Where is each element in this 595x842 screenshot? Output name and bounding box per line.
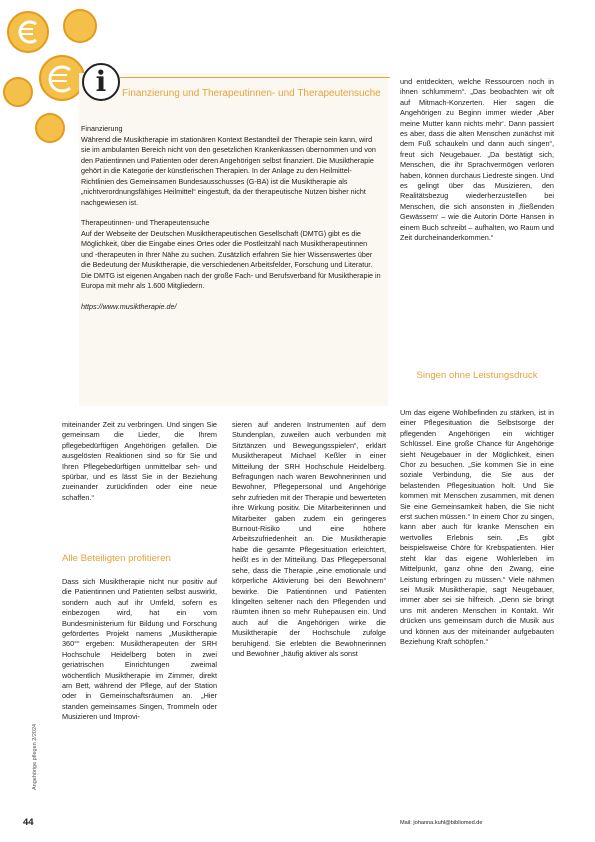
info-title: Finanzierung und Therapeutinnen- und Therapeutensuche	[122, 88, 381, 99]
magazine-side-label: Angehörige pflegen 2/2024	[32, 723, 38, 790]
col3-paragraph-1: und entdeckten, welche Ressourcen noch in ihnen schlummern“. „Das beobachten wir oft auf Mitmach-Konzerten. Hier sagen die Angehörigen zu Beginn immer wieder ‚Aber meine Mutter kann nichts mehr‘. Dann passiert es aber, dass die alten Menschen zunächst mit dem Fuß schaukeln und dann auch singen“, freut sich Neugebauer. „Da bestätigt sich, Menschen, die ihr Sprachvermögen verloren haben, können durchaus Liedreste singen. Und es gelingt über das Musizieren, den Realitätsbezug wiederherzustellen bei Menschen, die sich ansonsten in ‚fließenden Gewässern‘ – wie die Autorin Dörte Hansen in einem Buch schreibt – aufhalten, wo Raum und Zeit durcheinanderkommen.“	[400, 77, 554, 243]
col1-paragraph-2: Dass sich Musiktherapie nicht nur positiv auf die Patientinnen und Patienten selbst auswirkt, sondern auch auf ihr Umfeld, sofern es einbezogen wird, hat ein vom Bundesministerium für Bildung und Forschung gefördertes Projekt namens „Musiktherapie 360°“ ergeben: Musiktherapeuten der SRH Hochschule Heidelberg boten in zwei geriatrischen Einrichtungen zweimal wöchentlich Musiktherapie im Zimmer, direkt am Bett, während der Pflege, auf der Station oder in Gemeinschaftsräumen an. „Hier standen gemeinsames Singen, Trommeln oder Musizieren und Improvi-	[62, 577, 217, 722]
author-mail: Mail: johanna.kuhl@bibliomed.de	[400, 820, 483, 826]
col2-paragraph-1: sieren auf anderen Instrumenten auf dem Stundenplan, zuweilen auch verbunden mit Sitztänzen und Bewegungsspielen“, erklärt Musiktherapeut Michael Keßler in einer Mitteilung der SRH Hochschule Heidelberg. Befragungen nach waren Bewohnerinnen und Bewohner, Pflegepersonal und Angehörige sehr zufrieden mit der Therapie und bewerteten ihre Wirkung positiv. Die Mitarbeiterinnen und Mitarbeiter gaben zudem ein geringeres Burnout-Risiko und eine höhere Arbeitszufriedenheit an. Die Musiktherapie habe die gesamte Pflegesituation erleichtert, heißt es in der Mitteilung. Das Pflegepersonal sehe, dass die Therapie „eine emotionale und körperliche Aktivierung bei den Bewohnern“ bewirke. Die Patientinnen und Patienten klingelten seltener nach den Pflegenden und räumten ihnen so mehr Ruhepausen ein. Und auch auf die Angehörigen wirke die Musiktherapie der Hochschule zufolge beruhigend. Sie erlebten die Bewohnerinnen und Bewohner „häufig aktiver als sonst	[232, 420, 386, 658]
column-1	[62, 420, 217, 503]
subhead-all-benefit: Alle Beteiligten profitieren	[62, 553, 171, 564]
info-icon: i	[82, 63, 120, 101]
subhead-singing	[400, 370, 554, 381]
financing-heading: Finanzierung	[81, 124, 123, 133]
subhead-singing-text: Singen ohne Leistungsdruck	[416, 370, 538, 381]
page-number: 44	[23, 817, 34, 828]
financing-text: Während die Musiktherapie im stationären Kontext Bestandteil der Therapie sein kann, wird sie im ambulanten Bereich nicht von den gesetzlichen Krankenkassen übernommen und von den Patientinnen und Patienten oder deren Angehörigen selbst finanziert. Die Musiktherapie gehört in die Kategorie der künstlerischen Therapien. In der Anlage zu den Heilmittel-Richtlinien des Gemeinsamen Bundesausschusses (G-BA) ist die Musiktherapie als „nichtverordnungsfähiges Heilmittel“ eingestuft, da der therapeutische Nutzen bisher nicht nachgewiesen ist.	[81, 134, 376, 207]
info-divider	[112, 77, 390, 78]
col1-paragraph-1: miteinander Zeit zu verbringen. Und singen Sie gemeinsam die Lieder, die Ihrem pflegebedürftigen Angehörigen gefallen. Die ausgelösten Reaktionen sind so für Sie und Ihren Pflegebedürftigen unmittelbar seh- und spürbar, und es lässt Sie in der Beziehung zueinander zurückfinden oder eine neue schaffen.“	[62, 420, 217, 502]
column-3-cont	[400, 408, 554, 647]
website-link[interactable]: https://www.musiktherapie.de/	[81, 301, 177, 311]
column-3	[400, 77, 554, 244]
col3-paragraph-2: Um das eigene Wohlbefinden zu stärken, ist in einer Pflegesituation die Selbstsorge der pflegenden Angehörigen ein wichtiger Schlüssel. Eine große Chance für Angehörige sieht Neugebauer in der Möglichkeit, einen Chor zu besuchen. „Sie kommen Sie in eine soziale Verbindung, die Sie aus der belastenden Pflegesituation holt. Und Sie kommen mit Menschen zusammen, mit denen Sie eine Gemeinsamkeit haben, die Sie nicht erst suchen müssen.“ In einem Chor zu singen, kann aber auch für kranke Menschen ein wertvolles Erlebnis sein. „Es gibt beispielsweise Chöre für Krebspatienten. Hier steht klar das eigene Wohlerleben im Mittelpunkt, ganz ohne den Zwang, eine Leistung erbringen zu müssen.“ Viele nähmen sei Musik Musiktherapie, sagt Neugebauer, immer aber sei sie hilfreich. „Denn sie bringt uns mit anderen Menschen in Kontakt. Wir drücken uns gemeinsam durch die Musik aus und können aus der miteinander aufgebauten Beziehung Kraft schöpfen.“	[400, 408, 554, 646]
column-2	[232, 420, 386, 659]
therapist-search-heading: Therapeutinnen- und Therapeutensuche	[81, 218, 210, 227]
therapist-search-text: Auf der Webseite der Deutschen Musiktherapeutischen Gesellschaft (DMTG) gibt es die Möglichkeit, über die Eingabe eines Ortes oder die Postleitzahl nach Musiktherapeutinnen und -therapeuten in Ihrer Nähe zu suchen. Zusätzlich erfahren Sie hier Wissenswertes über die Bedeutung der Musiktherapie, die verschiedenen Arbeitsfelder, Forschung und Literatur. Die DMTG ist eigenen Angaben nach der große Fach- und Berufsverband für Musiktherapie in Europa mit mehr als 1.600 Mitgliedern.	[81, 228, 381, 290]
info-content	[81, 124, 381, 312]
column-1-cont	[62, 577, 217, 723]
